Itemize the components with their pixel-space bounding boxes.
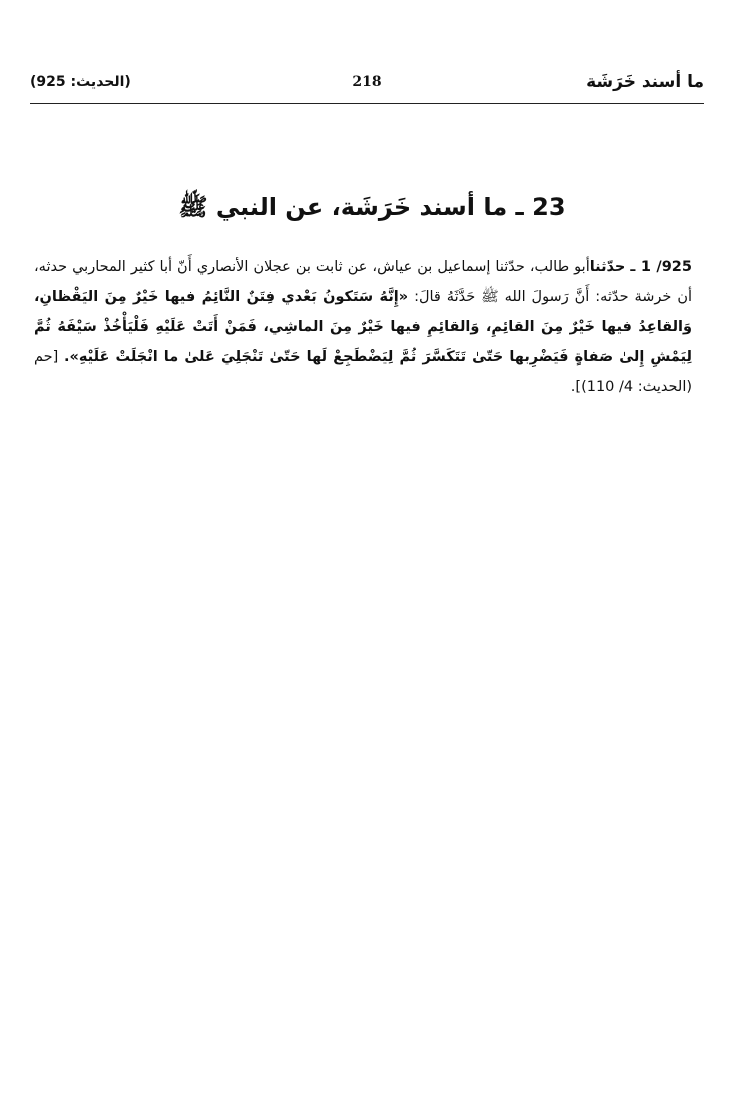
- running-title: ما أسند خَرَشَة: [586, 72, 704, 92]
- source-citation: [حم (الحديث: 4/ 110)].: [34, 349, 692, 395]
- isnad-chain: أبو طالب، حدّثنا إسماعيل بن عياش، عن ثابت بن عجلان الأنصاري أَنّ أبا كثير المحاربي حدثه، أن خرشة حدّثه: أَنَّ رَسولَ الله ﷺ حَدَّثَهُ قالَ:: [34, 259, 692, 305]
- hadith-paragraph: [34, 252, 692, 402]
- section-heading: 23 ـ ما أسند خَرَشَة، عن النبي ﷺ: [178, 193, 566, 221]
- hadith-reference: (الحديث: 925): [30, 74, 131, 90]
- narration-verb: حدّثنا: [589, 259, 626, 275]
- header-divider: [30, 103, 704, 104]
- running-header: [30, 72, 704, 98]
- page-number: 218: [352, 74, 382, 90]
- hadith-number: 925/ 1 ـ: [630, 259, 692, 275]
- hadith-text: «إِنَّهُ سَتَكونُ بَعْدي فِتَنٌ النَّائِمُ فيها خَيْرٌ مِنَ اليَقْظانِ، وَالقاعِدُ فيها خَيْرٌ مِنَ القائِمِ، وَالقائِمِ فيها خَيْرٌ مِنَ الماشِي، فَمَنْ أَتَتْ عَلَيْهِ فَلْيَأْخُذْ سَيْفَهُ ثُمَّ لِيَمْشِ إِلىٰ صَفاةٍ فَيَضْرِبها حَتّىٰ تَتَكَسَّرَ ثُمَّ لِيَضْطَجِعْ لَها حَتّىٰ تَنْجَلِيَ عَلىٰ ما انْجَلَتْ عَلَيْهِ».: [34, 289, 693, 365]
